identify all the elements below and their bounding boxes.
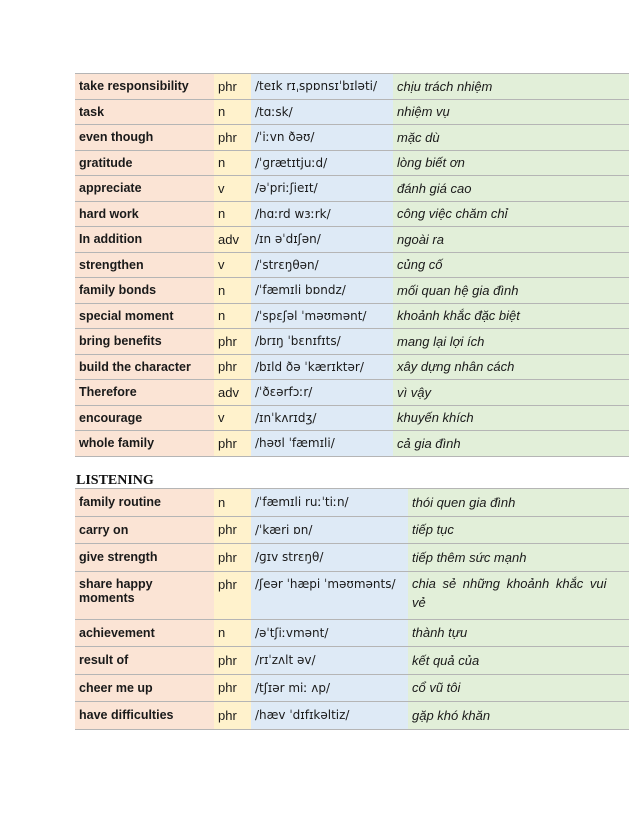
table-row [75,405,629,431]
part-of-speech-cell: v [214,176,251,202]
meaning-cell [408,571,629,619]
word-cell: gratitude [75,150,214,176]
part-of-speech-cell: phr [214,354,251,380]
word-cell: strengthen [75,252,214,278]
pronunciation-cell: /ˈɡrætɪtjuːd/ [251,150,393,176]
part-of-speech-cell: v [214,252,251,278]
table-row [75,176,629,202]
pronunciation-cell: /ˈfæmɪli bɒndz/ [251,278,393,304]
pronunciation-cell: /ˈstrɛŋθən/ [251,252,393,278]
word-cell: task [75,99,214,125]
vocabulary-table [75,73,629,457]
pronunciation-cell: /əˈpriːʃieɪt/ [251,176,393,202]
pronunciation-cell: /əˈtʃiːvmənt/ [251,619,408,647]
meaning-cell: củng cố [393,252,629,278]
part-of-speech-cell: adv [214,380,251,406]
meaning-cell: xây dựng nhân cách [393,354,629,380]
word-cell: have difficulties [75,702,214,730]
table-row [75,354,629,380]
meaning-cell: cổ vũ tôi [408,674,629,702]
meaning-cell: gặp khó khăn [408,702,629,730]
pronunciation-cell: /ˈiːvn ðəʊ/ [251,125,393,151]
word-cell: achievement [75,619,214,647]
meaning-cell: chịu trách nhiệm [393,74,629,100]
pronunciation-cell: /ˈfæmɪli ruːˈtiːn/ [251,489,408,517]
word-cell: build the character [75,354,214,380]
word-cell: In addition [75,227,214,253]
meaning-cell: đánh giá cao [393,176,629,202]
part-of-speech-cell: n [214,619,251,647]
pronunciation-cell: /ɪnˈkʌrɪdʒ/ [251,405,393,431]
part-of-speech-cell: v [214,405,251,431]
meaning-cell: vì vậy [393,380,629,406]
word-cell: even though [75,125,214,151]
meaning-cell: tiếp tục [408,516,629,544]
table-row [75,380,629,406]
word-cell: bring benefits [75,329,214,355]
part-of-speech-cell: phr [214,702,251,730]
pronunciation-cell: /hæv ˈdɪfɪkəltiz/ [251,702,408,730]
table-row [75,516,629,544]
pronunciation-cell: /ɪn əˈdɪʃən/ [251,227,393,253]
part-of-speech-cell: phr [214,516,251,544]
table-row [75,674,629,702]
meaning-cell: khoảnh khắc đặc biệt [393,303,629,329]
meaning-cell: lòng biết ơn [393,150,629,176]
word-cell: carry on [75,516,214,544]
word-cell: encourage [75,405,214,431]
word-cell: hard work [75,201,214,227]
part-of-speech-cell: n [214,150,251,176]
meaning-cell: mặc dù [393,125,629,151]
part-of-speech-cell: n [214,489,251,517]
part-of-speech-cell: n [214,201,251,227]
section-title-listening: LISTENING [76,473,154,488]
pronunciation-cell: /brɪŋ ˈbɛnɪfɪts/ [251,329,393,355]
meaning-cell: khuyến khích [393,405,629,431]
part-of-speech-cell: n [214,303,251,329]
meaning-cell: ngoài ra [393,227,629,253]
listening-vocabulary-table [75,488,629,730]
table-row [75,74,629,100]
word-cell: give strength [75,544,214,572]
part-of-speech-cell: adv [214,227,251,253]
meaning-cell: thành tựu [408,619,629,647]
pronunciation-cell: /hɑːrd wɜːrk/ [251,201,393,227]
pronunciation-cell: /tʃɪər miː ʌp/ [251,674,408,702]
pronunciation-cell: /ˈðɛərfɔːr/ [251,380,393,406]
part-of-speech-cell: phr [214,571,251,619]
part-of-speech-cell: phr [214,125,251,151]
table-row [75,227,629,253]
pronunciation-cell: /rɪˈzʌlt əv/ [251,647,408,675]
word-cell: cheer me up [75,674,214,702]
table-row [75,329,629,355]
word-cell: family routine [75,489,214,517]
word-cell: share happy moments [75,571,214,619]
pronunciation-cell: /bɪld ðə ˈkærɪktər/ [251,354,393,380]
word-cell: result of [75,647,214,675]
word-cell: family bonds [75,278,214,304]
meaning-cell: công việc chăm chỉ [393,201,629,227]
table-row [75,201,629,227]
meaning-cell: thói quen gia đình [408,489,629,517]
meaning-text: chia sẻ những khoảnh khắc vui vẻ [412,575,607,610]
meaning-cell: mối quan hệ gia đình [393,278,629,304]
table-row [75,303,629,329]
table-row [75,431,629,457]
table-row [75,619,629,647]
part-of-speech-cell: phr [214,544,251,572]
meaning-cell: mang lại lợi ích [393,329,629,355]
table-row [75,252,629,278]
part-of-speech-cell: phr [214,647,251,675]
part-of-speech-cell: phr [214,329,251,355]
table-row [75,544,629,572]
table-row [75,489,629,517]
table-row [75,125,629,151]
part-of-speech-cell: phr [214,674,251,702]
word-cell: appreciate [75,176,214,202]
meaning-cell: nhiệm vụ [393,99,629,125]
meaning-cell: tiếp thêm sức mạnh [408,544,629,572]
table-row [75,647,629,675]
pronunciation-cell: /tɑːsk/ [251,99,393,125]
table-row [75,150,629,176]
word-cell: whole family [75,431,214,457]
part-of-speech-cell: n [214,99,251,125]
table-row [75,99,629,125]
word-cell: Therefore [75,380,214,406]
pronunciation-cell: /ɡɪv strɛŋθ/ [251,544,408,572]
table-row [75,278,629,304]
part-of-speech-cell: phr [214,431,251,457]
word-cell: take responsibility [75,74,214,100]
pronunciation-cell: /ʃeər ˈhæpi ˈməʊmənts/ [251,571,408,619]
pronunciation-cell: /ˈspɛʃəl ˈməʊmənt/ [251,303,393,329]
part-of-speech-cell: phr [214,74,251,100]
pronunciation-cell: /həʊl ˈfæmɪli/ [251,431,393,457]
pronunciation-cell: /ˈkæri ɒn/ [251,516,408,544]
meaning-cell: kết quả của [408,647,629,675]
meaning-cell: cả gia đình [393,431,629,457]
table-row [75,571,629,619]
table-row [75,702,629,730]
part-of-speech-cell: n [214,278,251,304]
pronunciation-cell: /teɪk rɪˌspɒnsɪˈbɪləti/ [251,74,393,100]
word-cell: special moment [75,303,214,329]
